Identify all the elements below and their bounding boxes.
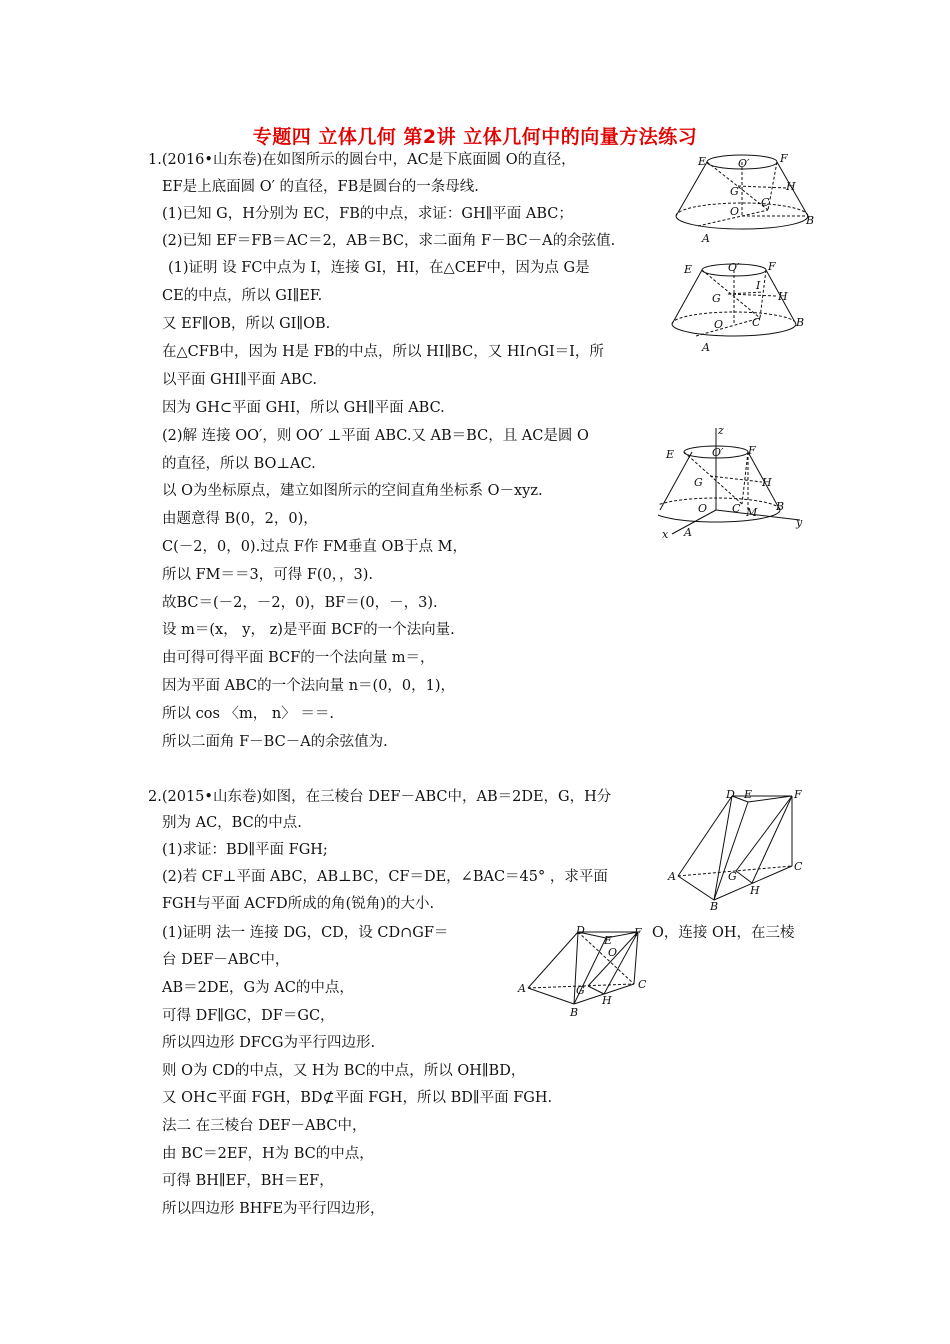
- fig2-label-A: A: [702, 341, 710, 354]
- fig1-label-E: E: [698, 155, 707, 168]
- p1-line-19: 由可得可得平面 BCF的一个法向量 m＝，: [162, 650, 435, 666]
- fig3-label-z: z: [718, 424, 724, 437]
- fig4-label-B: B: [710, 900, 719, 912]
- fig4-label-H: H: [750, 884, 760, 897]
- p2-line-13: 又 OH⊂平面 FGH，BD⊄平面 FGH，所以 BD∥平面 FGH.: [162, 1090, 553, 1106]
- fig5-label-O: O: [608, 946, 618, 959]
- p2-line-11: 所以四边形 DFCG为平行四边形.: [162, 1035, 376, 1051]
- p2-line-15: 由 BC＝2EF，H为 BC的中点，: [162, 1146, 374, 1162]
- p1-line-8: 在△CFB中，因为 H是 FB的中点，所以 HI∥BC，又 HI∩GI＝I，所: [162, 344, 604, 360]
- triangular-frustum-figure-1: [664, 784, 814, 912]
- p1-line-3: (1)已知 G，H分别为 EC，FB的中点，求证：GH∥平面 ABC；: [162, 206, 573, 222]
- p1-line-9: 以平面 GHI∥平面 ABC.: [162, 372, 317, 388]
- p1-line-7: 又 EF∥OB，所以 GI∥OB.: [162, 316, 331, 332]
- p1-line-17: 故BC＝(－2，－2，0)，BF＝(0，－，3).: [162, 595, 438, 611]
- p1-line-5: (1)证明 设 FC中点为 I，连接 GI，HI，在△CEF中，因为点 G是: [168, 260, 590, 276]
- fig1-label-C: C: [761, 196, 770, 209]
- fig3-label-B: B: [776, 500, 785, 513]
- p2-line-7: O，连接 OH，在三棱: [652, 925, 795, 941]
- fig3-label-y: y: [796, 516, 803, 529]
- fig5-label-D: D: [576, 924, 585, 937]
- fig5-label-A: A: [518, 982, 526, 995]
- fig3-label-O1: O′: [712, 446, 724, 459]
- fig5-label-G: G: [576, 984, 585, 997]
- fig3-label-F: F: [748, 444, 756, 457]
- p1-line-13: 以 O为坐标原点，建立如图所示的空间直角坐标系 O－xyz.: [162, 483, 543, 499]
- p1-line-12: 的直径，所以 BO⊥AC.: [162, 456, 316, 472]
- p1-line-14: 由题意得 B(0，2，0)，: [162, 511, 318, 527]
- p2-line-6: (1)证明 法一 连接 DG，CD，设 CD∩GF＝: [162, 925, 449, 941]
- fig2-label-G: G: [712, 292, 721, 305]
- fig1-label-G: G: [730, 185, 739, 198]
- p2-line-4: (2)若 CF⊥平面 ABC，AB⊥BC，CF＝DE，∠BAC＝45° ，求平面: [162, 869, 608, 885]
- p2-line-9: AB＝2DE，G为 AC的中点，: [162, 980, 354, 996]
- p2-line-5: FGH与平面 ACFD所成的角(锐角)的大小.: [162, 896, 435, 912]
- fig2-label-C: C: [752, 316, 761, 329]
- p1-line-20: 因为平面 ABC的一个法向量 n＝(0，0，1)，: [162, 678, 456, 694]
- fig3-label-O: O: [698, 502, 708, 515]
- fig2-label-I: I: [756, 279, 761, 292]
- fig3-label-A: A: [684, 526, 692, 539]
- fig1-label-B: B: [806, 214, 815, 227]
- fig1-label-F: F: [780, 152, 788, 165]
- p2-line-2: 别为 AC，BC的中点.: [162, 815, 302, 831]
- fig3-label-H: H: [762, 476, 772, 489]
- p2-line-16: 可得 BH∥EF，BH＝EF，: [162, 1173, 334, 1189]
- fig2-label-H: H: [778, 290, 788, 303]
- p1-line-1: 1.(2016•山东卷)在如图所示的圆台中，AC是下底面圆 O的直径，: [148, 152, 576, 168]
- fig5-label-E: E: [604, 934, 613, 947]
- fig4-label-D: D: [726, 788, 735, 801]
- p1-line-2: EF是上底面圆 O′ 的直径，FB是圆台的一条母线.: [162, 179, 479, 195]
- triangular-frustum-figure-2: [514, 922, 652, 1018]
- fig4-label-A: A: [668, 870, 676, 883]
- fig1-label-O1: O′: [738, 157, 750, 170]
- p1-line-22: 所以二面角 F－BC－A的余弦值为.: [162, 734, 388, 750]
- p1-line-6: CE的中点，所以 GI∥EF.: [162, 288, 323, 304]
- p2-line-8: 台 DEF－ABC中，: [162, 952, 290, 968]
- fig2-label-O1: O′: [728, 261, 740, 274]
- fig2-label-E: E: [684, 263, 693, 276]
- p1-line-16: 所以 FM＝＝3，可得 F(0，，3).: [162, 567, 374, 583]
- fig3-label-C: C: [732, 502, 741, 515]
- p2-line-12: 则 O为 CD的中点，又 H为 BC的中点，所以 OH∥BD，: [162, 1063, 526, 1079]
- p2-line-3: (1)求证：BD∥平面 FGH;: [162, 842, 328, 858]
- p1-line-18: 设 m＝(x， y， z)是平面 BCF的一个法向量.: [162, 622, 455, 638]
- fig5-label-F: F: [634, 926, 642, 939]
- fig4-label-C: C: [794, 860, 803, 873]
- fig5-label-B: B: [570, 1006, 579, 1018]
- fig2-label-B: B: [796, 316, 805, 329]
- fig1-label-A: A: [702, 232, 710, 245]
- fig2-label-O: O: [714, 318, 724, 331]
- p1-line-15: C(－2，0，0).过点 F作 FM垂直 OB于点 M，: [162, 539, 467, 555]
- page-title: 专题四 立体几何 第2讲 立体几何中的向量方法练习: [252, 126, 698, 148]
- p1-line-11: (2)解 连接 OO′，则 OO′ ⊥平面 ABC.又 AB＝BC，且 AC是圆 O: [162, 428, 589, 444]
- p2-line-14: 法二 在三棱台 DEF－ABC中，: [162, 1118, 367, 1134]
- p1-line-21: 所以 cos 〈m， n〉 ＝＝.: [162, 706, 334, 722]
- fig3-label-E: E: [666, 448, 675, 461]
- fig4-label-E: E: [744, 788, 753, 801]
- p1-line-4: (2)已知 EF＝FB＝AC＝2，AB＝BC，求二面角 F－BC－A的余弦值.: [162, 233, 616, 249]
- fig1-label-O: O: [730, 205, 740, 218]
- frustum-figure-1: [668, 148, 816, 246]
- p1-line-10: 因为 GH⊂平面 GHI，所以 GH∥平面 ABC.: [162, 400, 445, 416]
- frustum-figure-3: [658, 424, 818, 542]
- fig3-label-M: M: [746, 506, 758, 519]
- p2-line-10: 可得 DF∥GC，DF＝GC，: [162, 1008, 335, 1024]
- fig5-label-C: C: [638, 978, 647, 991]
- fig3-label-G: G: [694, 476, 703, 489]
- fig1-label-H: H: [786, 180, 796, 193]
- p2-line-1: 2.(2015•山东卷)如图，在三棱台 DEF－ABC中，AB＝2DE，G，H分: [148, 789, 612, 805]
- p2-line-17: 所以四边形 BHFE为平行四边形，: [162, 1201, 385, 1217]
- fig4-label-F: F: [794, 788, 802, 801]
- fig2-label-F: F: [768, 260, 776, 273]
- fig3-label-x: x: [662, 528, 669, 541]
- fig5-label-H: H: [602, 994, 612, 1007]
- frustum-figure-2: [668, 256, 816, 354]
- fig4-label-G: G: [728, 870, 737, 883]
